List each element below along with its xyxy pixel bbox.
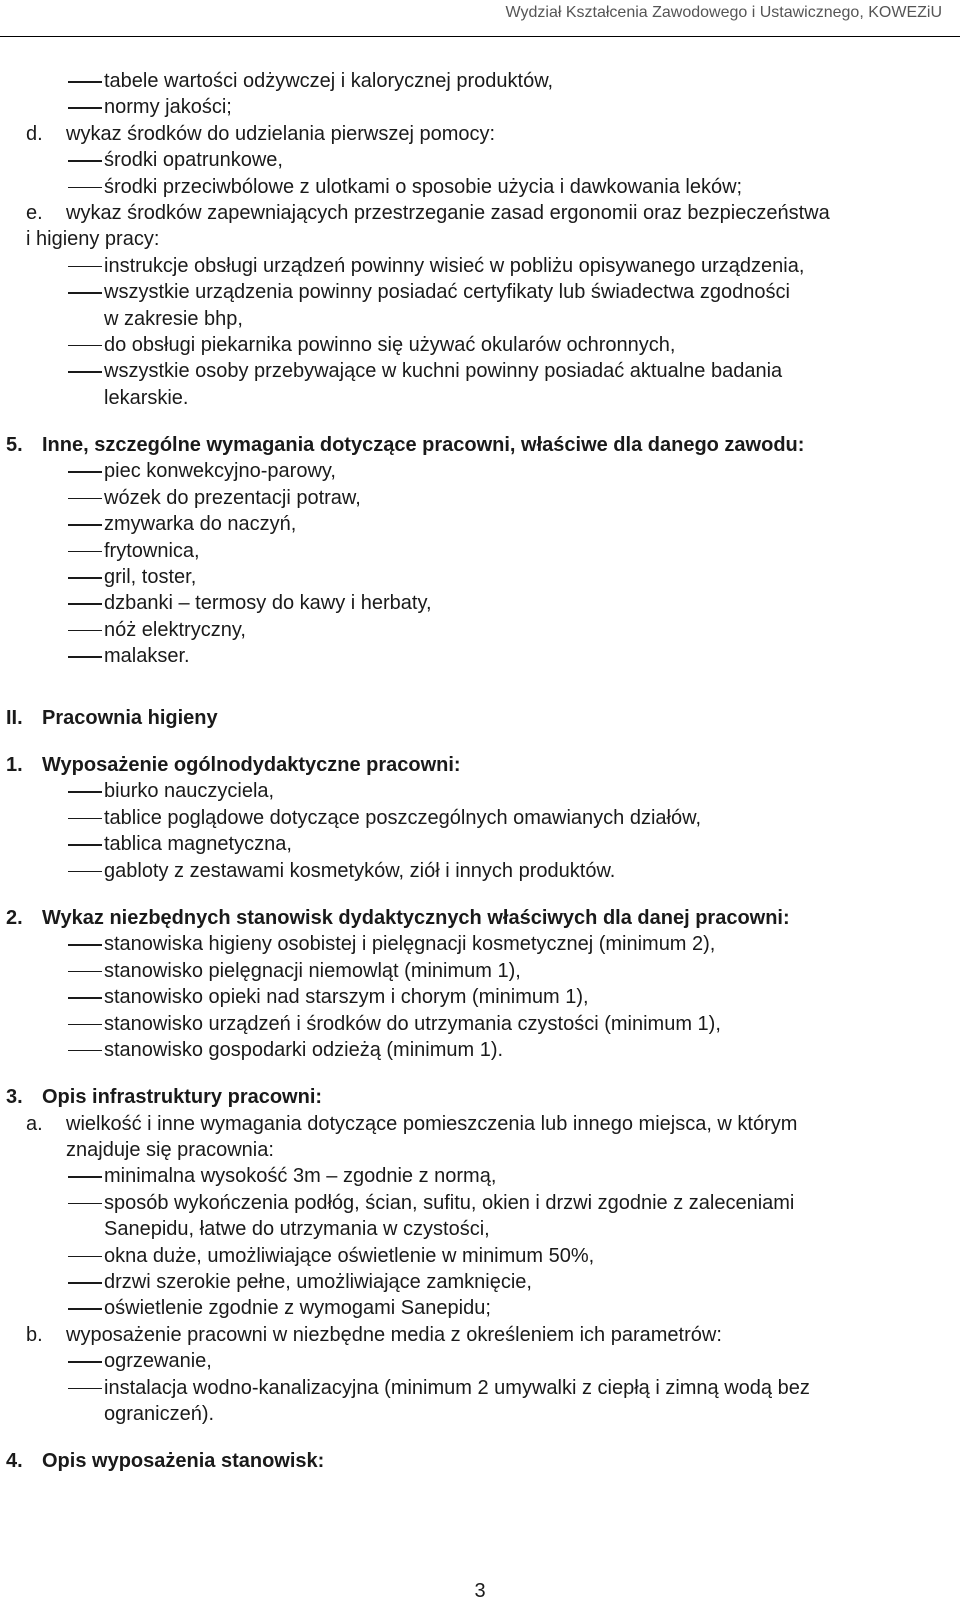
section-heading <box>0 705 960 731</box>
dash-list-item <box>0 94 960 120</box>
lettered-item <box>0 121 960 147</box>
section-heading <box>0 1448 960 1474</box>
dash-list-item <box>0 1037 960 1063</box>
spacer <box>0 884 960 905</box>
heading-text: Wykaz niezbędnych stanowisk dydaktycznych właściwych dla danej pracowni: <box>42 906 790 929</box>
heading-number: 2. <box>6 906 23 929</box>
dash-bullet-icon <box>68 524 102 526</box>
list-item-text: stanowisko pielęgnacji niemowląt (minimum 1), <box>104 959 521 982</box>
document-body <box>0 68 960 1475</box>
heading-number: 5. <box>6 434 23 457</box>
continuation-text: i higieny pracy: <box>26 228 160 251</box>
continuation-text: Sanepidu, łatwe do utrzymania w czystości, <box>104 1218 490 1241</box>
spacer <box>0 1063 960 1084</box>
spacer <box>0 731 960 752</box>
heading-text: Opis wyposażenia stanowisk: <box>42 1450 325 1473</box>
dash-list-item <box>0 332 960 358</box>
spacer <box>0 670 960 705</box>
dash-list-item <box>0 805 960 831</box>
heading-text: Pracownia higieny <box>42 706 218 729</box>
list-item-text: drzwi szerokie pełne, umożliwiające zamknięcie, <box>104 1271 532 1294</box>
dash-bullet-icon <box>68 997 102 999</box>
list-item-text: gabloty z zestawami kosmetyków, ziół i innych produktów. <box>104 859 616 882</box>
list-item-text: środki opatrunkowe, <box>104 149 283 172</box>
dash-list-item <box>0 174 960 200</box>
dash-list-item <box>0 485 960 511</box>
list-item-text: okna duże, umożliwiające oświetlenie w minimum 50%, <box>104 1244 595 1267</box>
list-item-text: minimalna wysokość 3m – zgodnie z normą, <box>104 1165 497 1188</box>
heading-number: 3. <box>6 1086 23 1109</box>
dash-bullet-icon <box>68 107 102 109</box>
list-item-text: frytownica, <box>104 539 200 562</box>
dash-bullet-icon <box>68 160 102 162</box>
heading-number: 1. <box>6 753 23 776</box>
dash-bullet-icon <box>68 371 102 373</box>
continuation-text: lekarskie. <box>104 386 189 409</box>
lettered-item-text: wyposażenie pracowni w niezbędne media z określeniem ich parametrów: <box>66 1323 722 1346</box>
list-item-text: wózek do prezentacji potraw, <box>104 486 361 509</box>
letter-item-continuation <box>0 226 960 252</box>
dash-list-item <box>0 643 960 669</box>
dash-bullet-icon <box>68 1361 102 1363</box>
continuation-text: znajduje się pracownia: <box>66 1139 274 1162</box>
lettered-item <box>0 200 960 226</box>
dash-list-item <box>0 931 960 957</box>
dash-bullet-icon <box>68 1050 102 1052</box>
dash-bullet-icon <box>68 791 102 793</box>
lettered-item-text: wykaz środków zapewniających przestrzeganie zasad ergonomii oraz bezpieczeństwa <box>66 201 830 224</box>
item-marker: b. <box>26 1323 43 1346</box>
list-item-continuation <box>0 1216 960 1242</box>
dash-list-item <box>0 538 960 564</box>
list-item-text: wszystkie osoby przebywające w kuchni powinny posiadać aktualne badania <box>104 360 783 383</box>
list-item-text: stanowisko gospodarki odzieżą (minimum 1). <box>104 1038 504 1061</box>
list-item-text: biurko nauczyciela, <box>104 780 275 803</box>
dash-list-item <box>0 147 960 173</box>
lettered-item-text: wielkość i inne wymagania dotyczące pomieszczenia lub innego miejsca, w którym <box>66 1112 798 1135</box>
dash-list-item <box>0 68 960 94</box>
list-item-text: instrukcje obsługi urządzeń powinny wisieć w pobliżu opisywanego urządzenia, <box>104 254 805 277</box>
lettered-item-text: wykaz środków do udzielania pierwszej pomocy: <box>66 122 496 145</box>
list-item-text: stanowisko opieki nad starszym i chorym (minimum 1), <box>104 986 589 1009</box>
list-item-text: dzbanki – termosy do kawy i herbaty, <box>104 592 432 615</box>
list-item-text: oświetlenie zgodnie z wymogami Sanepidu; <box>104 1297 491 1320</box>
list-item-text: tablica magnetyczna, <box>104 833 292 856</box>
list-item-text: zmywarka do naczyń, <box>104 513 297 536</box>
letter-item-continuation <box>0 1137 960 1163</box>
list-item-text: tablice poglądowe dotyczące poszczególnych omawianych działów, <box>104 806 702 829</box>
item-marker: e. <box>26 201 43 224</box>
dash-list-item <box>0 1011 960 1037</box>
list-item-text: gril, toster, <box>104 566 197 589</box>
dash-bullet-icon <box>68 1308 102 1310</box>
list-item-text: środki przeciwbólowe z ulotkami o sposobie użycia i dawkowania leków; <box>104 175 743 198</box>
dash-list-item <box>0 984 960 1010</box>
dash-list-item <box>0 458 960 484</box>
dash-list-item <box>0 253 960 279</box>
lettered-item <box>0 1111 960 1137</box>
dash-list-item <box>0 831 960 857</box>
list-item-text: instalacja wodno-kanalizacyjna (minimum 2 umywalki z ciepłą i zimną wodą bez <box>104 1376 810 1399</box>
header-title: Wydział Kształcenia Zawodowego i Ustawicznego, KOWEZiU <box>505 4 942 21</box>
dash-bullet-icon <box>68 498 102 500</box>
dash-bullet-icon <box>68 1203 102 1205</box>
dash-bullet-icon <box>68 871 102 873</box>
section-heading <box>0 432 960 458</box>
spacer <box>0 1427 960 1448</box>
continuation-text: w zakresie bhp, <box>104 307 243 330</box>
dash-list-item <box>0 1269 960 1295</box>
list-item-text: tabele wartości odżywczej i kalorycznej produktów, <box>104 70 554 92</box>
dash-list-item <box>0 511 960 537</box>
dash-bullet-icon <box>68 630 102 632</box>
section-heading <box>0 752 960 778</box>
heading-number: 4. <box>6 1450 23 1473</box>
dash-bullet-icon <box>68 603 102 605</box>
list-item-text: stanowiska higieny osobistej i pielęgnacji kosmetycznej (minimum 2), <box>104 933 716 956</box>
dash-bullet-icon <box>68 1256 102 1258</box>
dash-list-item <box>0 1348 960 1374</box>
heading-number: II. <box>6 706 23 729</box>
dash-bullet-icon <box>68 266 102 268</box>
page-number: 3 <box>474 1580 486 1602</box>
dash-list-item <box>0 858 960 884</box>
dash-list-item <box>0 1190 960 1216</box>
dash-bullet-icon <box>68 1282 102 1284</box>
list-item-text: piec konwekcyjno-parowy, <box>104 460 336 483</box>
dash-bullet-icon <box>68 577 102 579</box>
dash-bullet-icon <box>68 187 102 189</box>
dash-bullet-icon <box>68 471 102 473</box>
list-item-text: do obsługi piekarnika powinno się używać okularów ochronnych, <box>104 333 676 356</box>
dash-list-item <box>0 958 960 984</box>
dash-bullet-icon <box>68 551 102 553</box>
dash-list-item <box>0 590 960 616</box>
dash-bullet-icon <box>68 1388 102 1390</box>
dash-bullet-icon <box>68 81 102 83</box>
list-item-text: sposób wykończenia podłóg, ścian, sufitu, okien i drzwi zgodnie z zaleceniami <box>104 1191 795 1214</box>
dash-bullet-icon <box>68 1024 102 1026</box>
item-marker: a. <box>26 1112 43 1135</box>
list-item-continuation <box>0 306 960 332</box>
heading-text: Wyposażenie ogólnodydaktyczne pracowni: <box>42 753 461 776</box>
lettered-item <box>0 1322 960 1348</box>
dash-list-item <box>0 1295 960 1321</box>
page-header <box>0 0 960 37</box>
dash-bullet-icon <box>68 971 102 973</box>
list-item-text: malakser. <box>104 645 190 668</box>
section-heading <box>0 905 960 931</box>
dash-list-item <box>0 778 960 804</box>
dash-list-item <box>0 1163 960 1189</box>
dash-bullet-icon <box>68 292 102 294</box>
item-marker: d. <box>26 122 43 145</box>
dash-bullet-icon <box>68 844 102 846</box>
list-item-text: ogrzewanie, <box>104 1350 212 1373</box>
dash-bullet-icon <box>68 1176 102 1178</box>
list-item-continuation <box>0 385 960 411</box>
dash-list-item <box>0 617 960 643</box>
dash-list-item <box>0 564 960 590</box>
list-item-text: wszystkie urządzenia powinny posiadać certyfikaty lub świadectwa zgodności <box>104 281 790 304</box>
dash-bullet-icon <box>68 656 102 658</box>
dash-bullet-icon <box>68 345 102 347</box>
list-item-text: stanowisko urządzeń i środków do utrzymania czystości (minimum 1), <box>104 1012 721 1035</box>
dash-list-item <box>0 1375 960 1401</box>
list-item-continuation <box>0 1401 960 1427</box>
heading-text: Inne, szczególne wymagania dotyczące pracowni, właściwe dla danego zawodu: <box>42 434 805 457</box>
dash-bullet-icon <box>68 818 102 820</box>
heading-text: Opis infrastruktury pracowni: <box>42 1086 323 1109</box>
dash-list-item <box>0 1243 960 1269</box>
list-item-text: normy jakości; <box>104 96 232 119</box>
list-item-text: nóż elektryczny, <box>104 618 246 641</box>
dash-list-item <box>0 358 960 384</box>
dash-bullet-icon <box>68 944 102 946</box>
section-heading <box>0 1084 960 1110</box>
dash-list-item <box>0 279 960 305</box>
spacer <box>0 411 960 432</box>
continuation-text: ograniczeń). <box>104 1402 215 1425</box>
